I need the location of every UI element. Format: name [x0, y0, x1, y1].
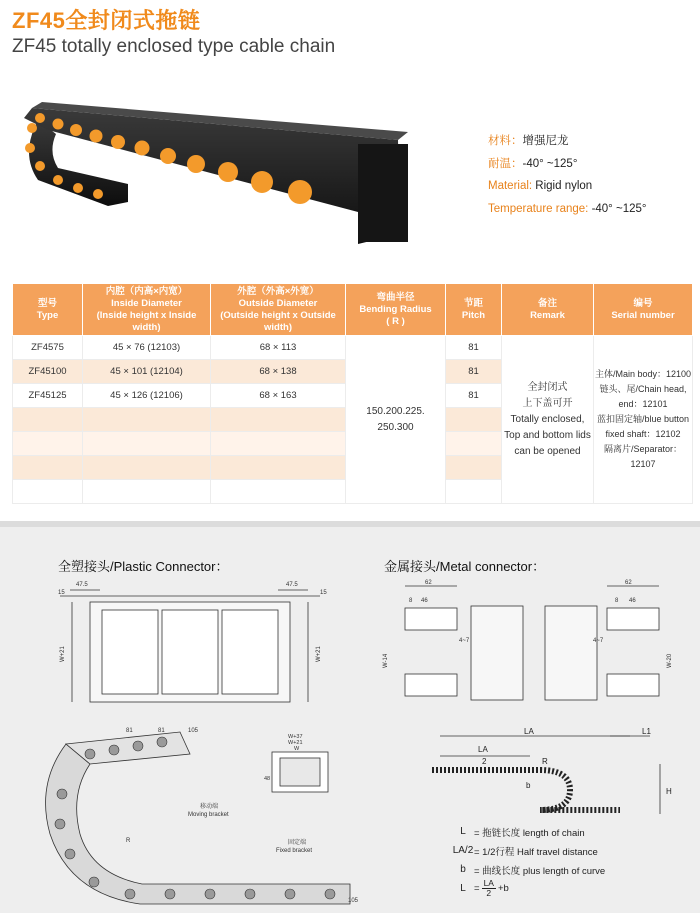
- svg-text:81: 81: [126, 728, 133, 734]
- svg-text:46: 46: [421, 598, 428, 604]
- svg-text:移动端: 移动端: [200, 804, 219, 810]
- page-title-cn: ZF45全封闭式拖链: [12, 8, 201, 33]
- spec-table: [12, 283, 693, 504]
- svg-text:W+21: W+21: [60, 646, 66, 662]
- svg-text:47.5: 47.5: [76, 582, 88, 588]
- cell-pitch: 81: [446, 384, 502, 408]
- travel-diagram: [420, 724, 690, 824]
- col-outside: 外腔（外高×外宽） Outside Diameter (Outside height x Outside width): [211, 284, 346, 336]
- svg-text:8: 8: [615, 598, 619, 604]
- col-pitch: 节距 Pitch: [446, 284, 502, 336]
- spec-material-en: Material: Rigid nylon: [488, 180, 593, 192]
- cell-inside: 45 × 126 (12106): [83, 384, 211, 408]
- svg-text:W+37: W+37: [288, 734, 303, 740]
- svg-text:15: 15: [320, 590, 327, 596]
- svg-text:W: W: [294, 746, 300, 752]
- svg-text:R: R: [126, 838, 131, 844]
- cell-serial: 主体/Main body：12100 链头、尾/Chain head, end：12101 蓝扣固定轴/blue button fixed shaft：12102 隔离片/Separator： 12107: [594, 336, 693, 504]
- col-inside: 内腔（内高×内宽） Inside Diameter (Inside height x Inside width): [83, 284, 211, 336]
- cell-pitch: 81: [446, 336, 502, 360]
- spec-temp-en: Temperature range: -40° ~125°: [488, 202, 647, 215]
- svg-text:62: 62: [425, 580, 432, 586]
- svg-text:L1: L1: [642, 727, 651, 736]
- svg-text:b: b: [526, 781, 531, 790]
- table-header-row: [13, 284, 693, 336]
- cell-remark: 全封闭式 上下盖可开 Totally enclosed, Top and bottom lids can be opened: [502, 336, 594, 504]
- table-row: [13, 336, 693, 360]
- legend-row: L = 拖链长度 length of chain: [460, 826, 585, 839]
- cell-outside: 68 × 163: [211, 384, 346, 408]
- formula-legend: [452, 822, 605, 898]
- svg-text:105: 105: [188, 728, 199, 734]
- legend-row: L = $\frac{LA}{2}$ +b: [460, 878, 509, 898]
- page-title-en: ZF45 totally enclosed type cable chain: [12, 36, 336, 57]
- svg-text:W-20: W-20: [667, 653, 673, 668]
- col-type: 型号 Type: [13, 284, 83, 336]
- cross-section-drawing: [258, 730, 338, 820]
- cell-type: ZF4575: [13, 336, 83, 360]
- cell-outside: 68 × 113: [211, 336, 346, 360]
- legend-row: b = 曲线长度 plus length of curve: [460, 864, 606, 877]
- svg-text:固定端: 固定端: [288, 840, 307, 846]
- cell-radius: 150.200.225. 250.300: [346, 336, 446, 504]
- svg-text:LA: LA: [524, 727, 534, 736]
- cell-inside: 45 × 76 (12103): [83, 336, 211, 360]
- metal-connector-title: 金属接头/Metal connector：: [384, 559, 546, 574]
- plastic-connector-drawing: [30, 572, 350, 712]
- svg-text:47.5: 47.5: [286, 582, 298, 588]
- svg-text:Fixed bracket: Fixed bracket: [276, 848, 313, 854]
- cell-type: ZF45100: [13, 360, 83, 384]
- cell-pitch: 81: [446, 360, 502, 384]
- panel-divider: [0, 521, 700, 527]
- svg-text:48: 48: [264, 776, 271, 782]
- cell-type: ZF45125: [13, 384, 83, 408]
- cable-chain-photo: [18, 84, 418, 254]
- formula-fraction: $\frac{LA}{2}$: [483, 878, 494, 898]
- svg-text:W+21: W+21: [288, 740, 303, 746]
- spec-temp-cn: 耐温：-40° ~125°: [488, 157, 578, 170]
- cell-inside: 45 × 101 (12104): [83, 360, 211, 384]
- svg-text:W-14: W-14: [383, 653, 389, 668]
- spec-material-cn: 材料：增强尼龙: [488, 135, 569, 147]
- col-remark: 备注 Remark: [502, 284, 594, 336]
- plastic-connector-title: 全塑接头/Plastic Connector：: [58, 559, 229, 574]
- svg-text:H: H: [666, 787, 672, 796]
- svg-text:Moving bracket: Moving bracket: [188, 812, 229, 818]
- svg-text:15: 15: [58, 590, 65, 596]
- col-radius: 弯曲半径 Bending Radius ( R ): [346, 284, 446, 336]
- svg-text:4~7: 4~7: [459, 638, 470, 644]
- col-serial: 编号 Serial number: [594, 284, 693, 336]
- svg-text:62: 62: [625, 580, 632, 586]
- material-specs: [488, 130, 646, 220]
- legend-row: LA/2 = 1/2行程 Half travel distance: [452, 845, 598, 858]
- svg-text:8: 8: [409, 598, 413, 604]
- cell-outside: 68 × 138: [211, 360, 346, 384]
- svg-text:2: 2: [482, 757, 487, 766]
- svg-text:R: R: [542, 757, 548, 766]
- metal-connector-drawing: [375, 572, 695, 712]
- svg-text:W+21: W+21: [316, 646, 322, 662]
- svg-text:81: 81: [158, 728, 165, 734]
- svg-text:LA: LA: [478, 745, 488, 754]
- svg-text:105: 105: [348, 898, 359, 904]
- svg-text:4~7: 4~7: [593, 638, 604, 644]
- svg-text:46: 46: [629, 598, 636, 604]
